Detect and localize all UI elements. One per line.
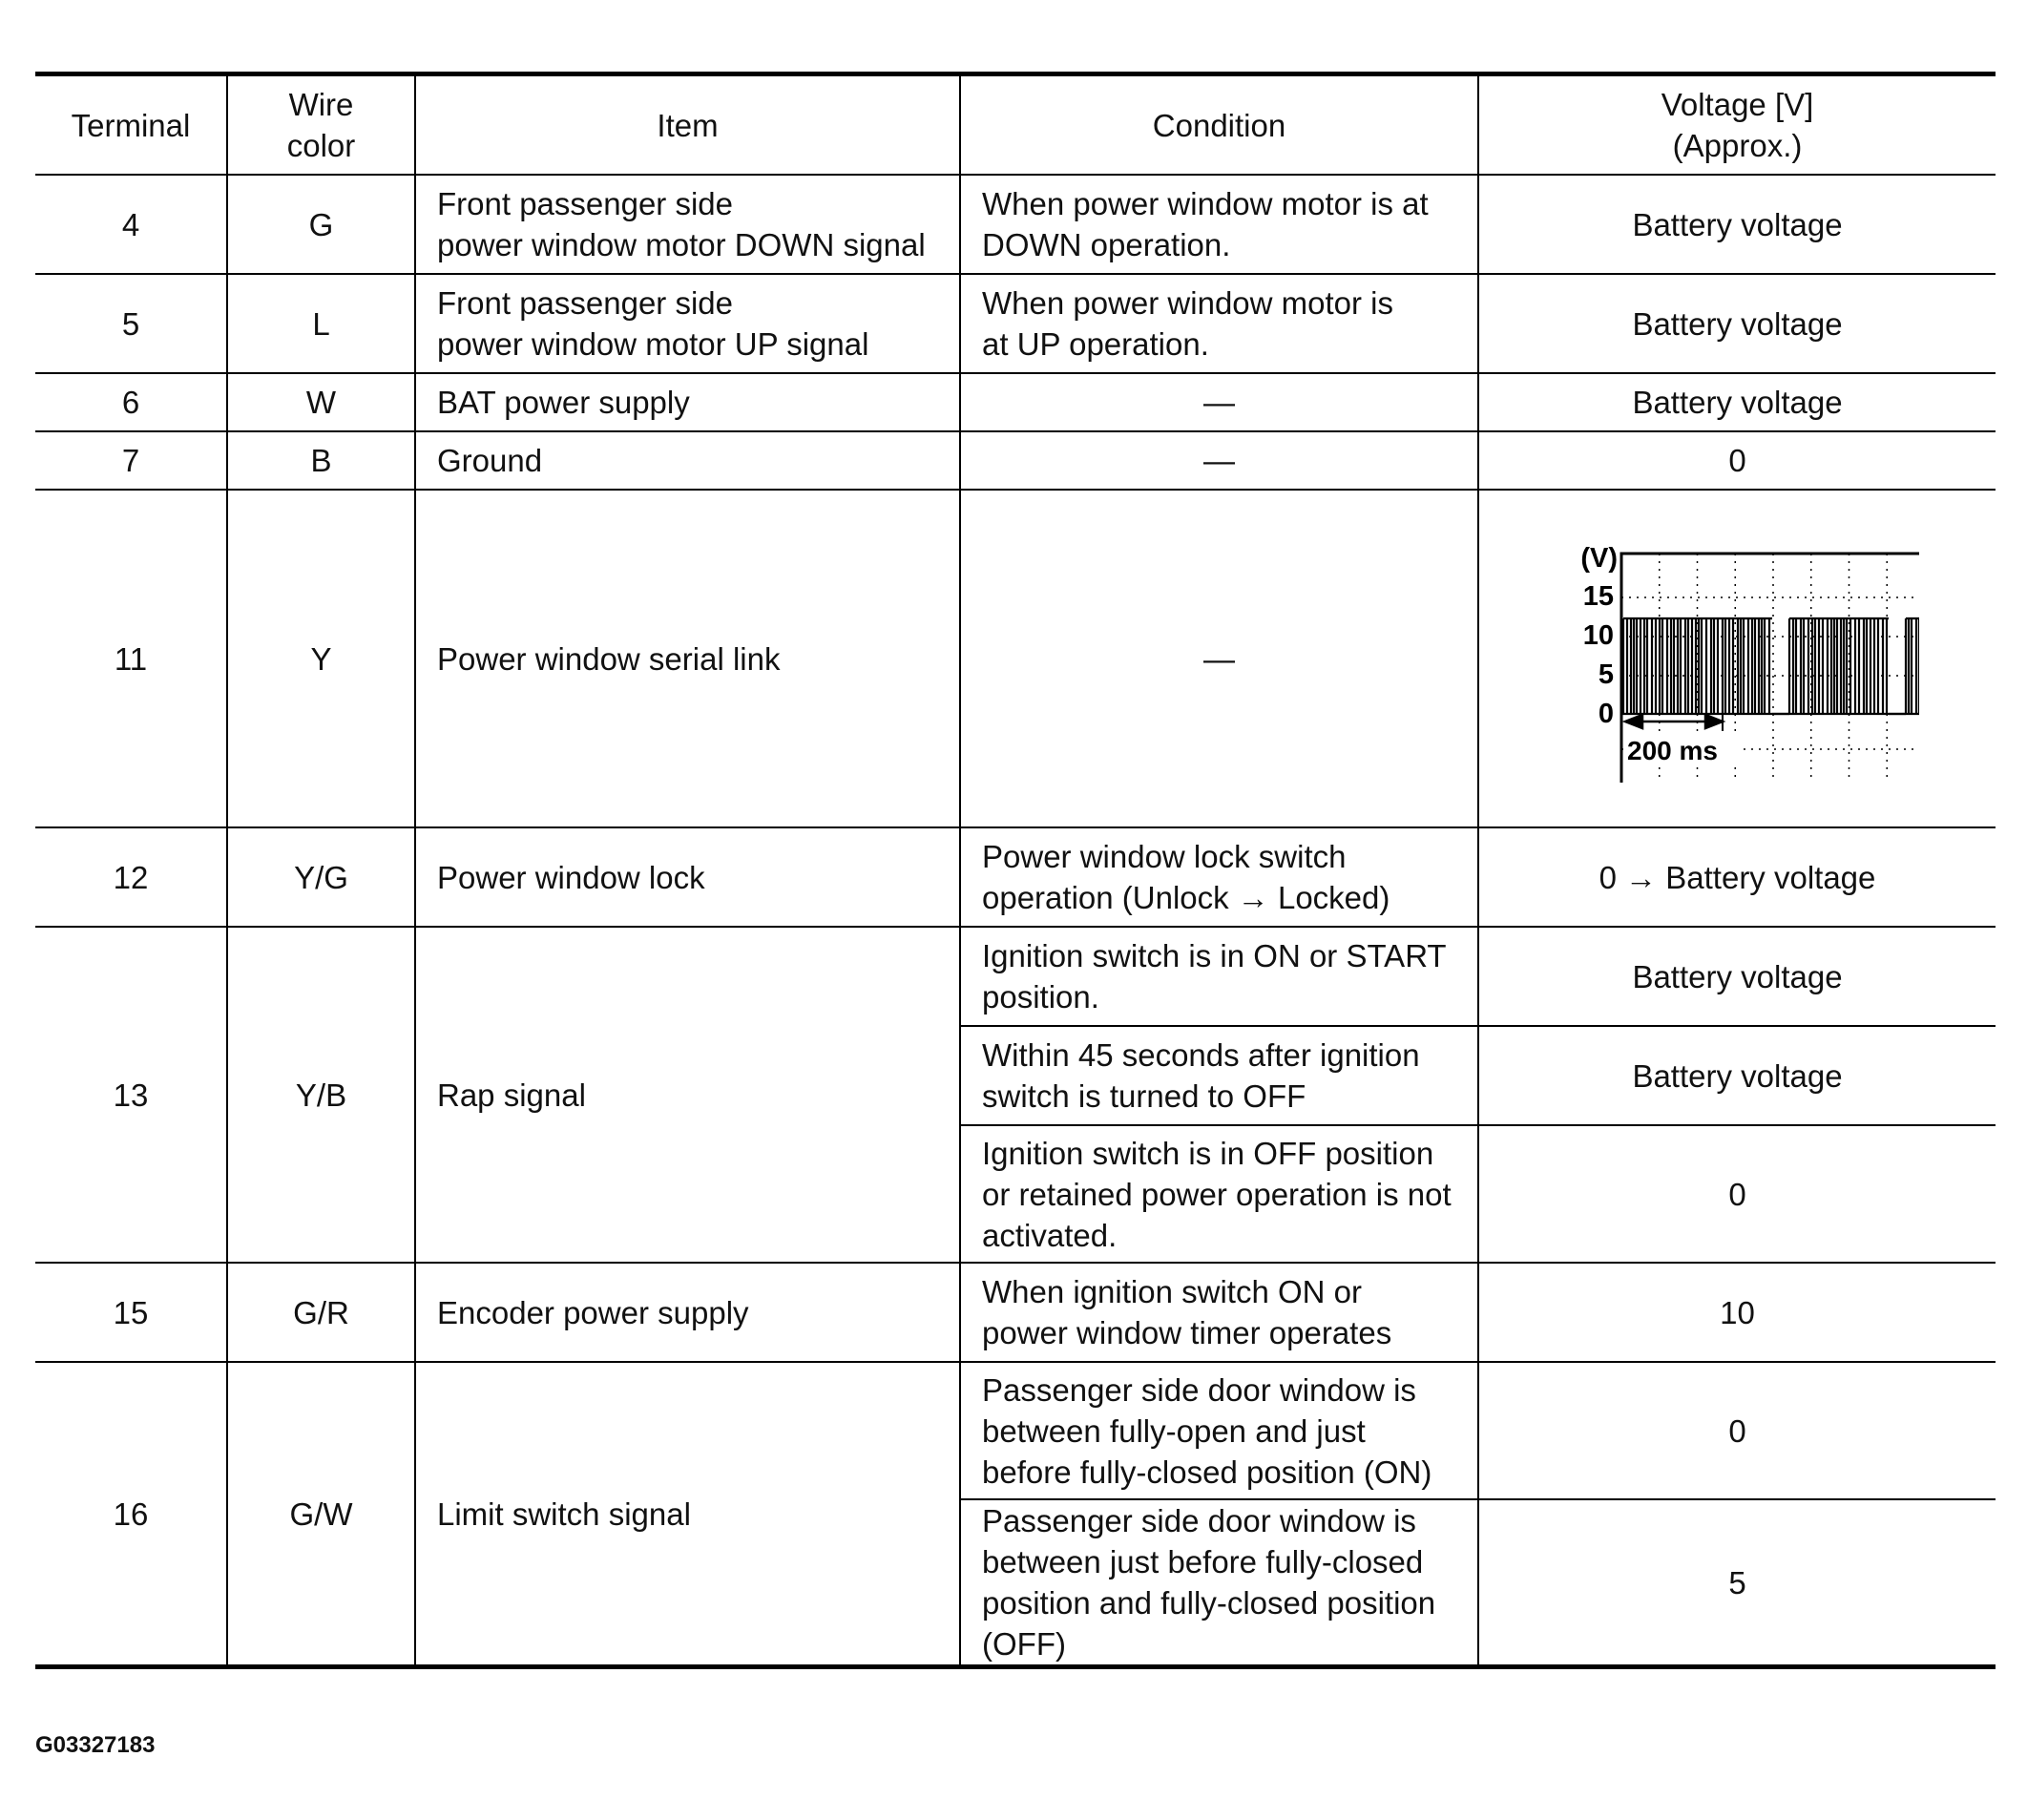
voltage-cell: Battery voltage (1478, 274, 1996, 373)
y-tick-label: 15 (1582, 581, 1614, 612)
wire-color-cell: G/R (227, 1263, 415, 1362)
voltage-cell: 5 (1478, 1499, 1996, 1667)
condition-cell: — (960, 490, 1478, 827)
condition-cell: Ignition switch is in OFF position or retained power operation is not activated. (960, 1125, 1478, 1263)
voltage-cell: Battery voltage (1478, 1026, 1996, 1125)
item-cell: BAT power supply (415, 373, 960, 431)
serial-pulse-train (1621, 618, 1919, 714)
serial-link-waveform (1557, 534, 1919, 783)
table-row (35, 431, 1996, 490)
header-terminal: Terminal (35, 74, 227, 176)
y-tick-label: 10 (1582, 620, 1614, 651)
terminal-cell: 6 (35, 373, 227, 431)
condition-cell: — (960, 431, 1478, 490)
condition-cell: Passenger side door window is between just before fully-closed position and fully-closed position (OFF) (960, 1499, 1478, 1667)
table-header-row (35, 74, 1996, 176)
terminal-cell: 15 (35, 1263, 227, 1362)
figure-code: G03327183 (35, 1732, 156, 1758)
terminal-cell: 16 (35, 1362, 227, 1667)
header-condition: Condition (960, 74, 1478, 176)
y-tick-label: 0 (1598, 699, 1614, 729)
condition-cell: Ignition switch is in ON or START position. (960, 927, 1478, 1026)
condition-cell: When ignition switch ON or power window timer operates (960, 1263, 1478, 1362)
voltage-cell: 10 (1478, 1263, 1996, 1362)
item-cell: Encoder power supply (415, 1263, 960, 1362)
terminal-cell: 5 (35, 274, 227, 373)
waveform-y-axis-labels (1580, 543, 1618, 729)
item-cell: Rap signal (415, 927, 960, 1263)
table-row (35, 827, 1996, 927)
voltage-waveform-cell (1478, 490, 1996, 827)
wire-color-cell: Y/G (227, 827, 415, 927)
terminal-cell: 13 (35, 927, 227, 1263)
voltage-cell: 0 → Battery voltage (1478, 827, 1996, 927)
table-row (35, 927, 1996, 1026)
y-unit-label: (V) (1579, 543, 1618, 574)
condition-cell: Passenger side door window is between fully-open and just before fully-closed position (ON) (960, 1362, 1478, 1499)
wire-color-cell: G/W (227, 1362, 415, 1667)
voltage-cell: Battery voltage (1478, 373, 1996, 431)
terminal-cell: 4 (35, 175, 227, 274)
item-cell: Front passenger side power window motor UP signal (415, 274, 960, 373)
condition-cell: When power window motor is at UP operation. (960, 274, 1478, 373)
voltage-cell: 0 (1478, 431, 1996, 490)
table-row (35, 373, 1996, 431)
table-row (35, 274, 1996, 373)
voltage-cell: 0 (1478, 1362, 1996, 1499)
terminal-cell: 7 (35, 431, 227, 490)
voltage-cell: Battery voltage (1478, 175, 1996, 274)
terminal-cell: 11 (35, 490, 227, 827)
table-row (35, 1263, 1996, 1362)
wire-color-cell: Y/B (227, 927, 415, 1263)
item-cell: Limit switch signal (415, 1362, 960, 1667)
item-cell: Front passenger side power window motor DOWN signal (415, 175, 960, 274)
terminal-voltage-table (35, 72, 1996, 1669)
time-scale-label: 200 ms (1626, 736, 1718, 765)
terminal-cell: 12 (35, 827, 227, 927)
header-voltage: Voltage [V] (Approx.) (1478, 74, 1996, 176)
table-row (35, 1362, 1996, 1499)
condition-cell: Power window lock switch operation (Unlock → Locked) (960, 827, 1478, 927)
wire-color-cell: B (227, 431, 415, 490)
table-row (35, 490, 1996, 827)
condition-cell: — (960, 373, 1478, 431)
table-row (35, 175, 1996, 274)
item-cell: Power window serial link (415, 490, 960, 827)
y-tick-label: 5 (1598, 659, 1614, 690)
wire-color-cell: W (227, 373, 415, 431)
header-wire-color: Wire color (227, 74, 415, 176)
wire-color-cell: L (227, 274, 415, 373)
condition-cell: When power window motor is at DOWN operation. (960, 175, 1478, 274)
wire-color-cell: G (227, 175, 415, 274)
time-span-arrow (1625, 715, 1723, 728)
item-cell: Ground (415, 431, 960, 490)
terminal-voltage-table-container (35, 72, 1996, 1669)
item-cell: Power window lock (415, 827, 960, 927)
voltage-cell: Battery voltage (1478, 927, 1996, 1026)
header-item: Item (415, 74, 960, 176)
wire-color-cell: Y (227, 490, 415, 827)
voltage-cell: 0 (1478, 1125, 1996, 1263)
condition-cell: Within 45 seconds after ignition switch is turned to OFF (960, 1026, 1478, 1125)
